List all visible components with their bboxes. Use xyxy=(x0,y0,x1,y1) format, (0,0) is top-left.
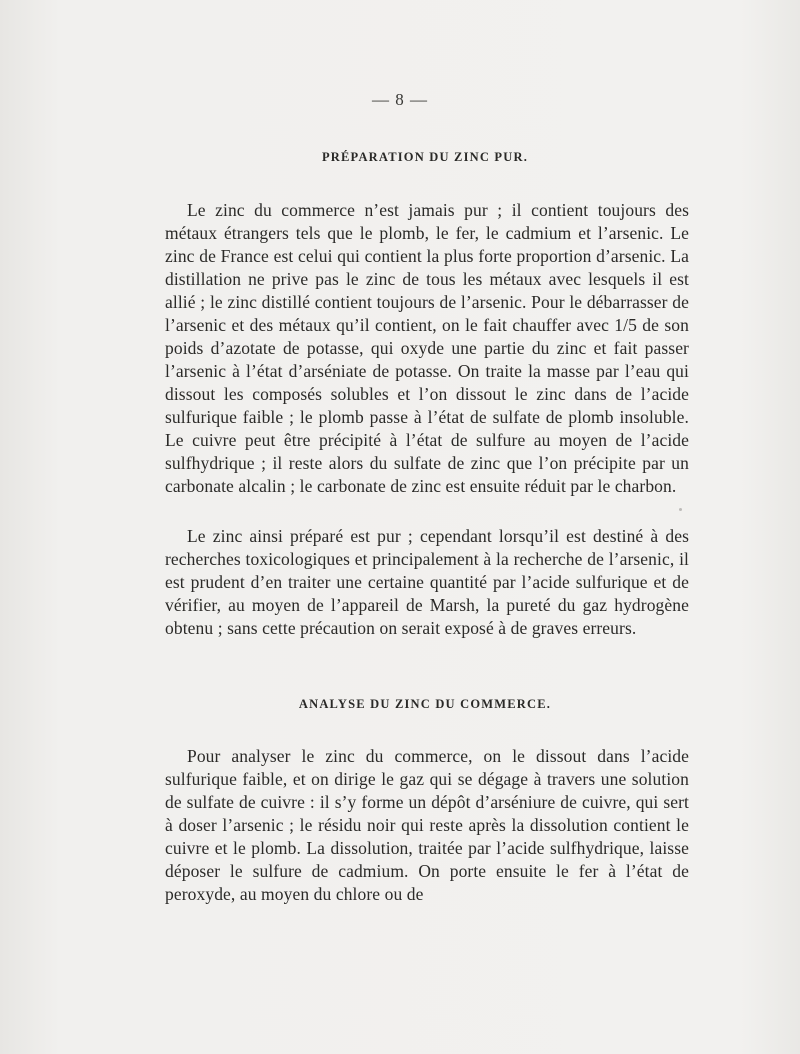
page-number: — 8 — xyxy=(372,90,428,109)
section-title-analyse: ANALYSE DU ZINC DU COMMERCE. xyxy=(298,697,552,711)
paragraph-preparation: Le zinc du commerce n’est jamais pur ; il contient toujours des métaux étrangers tels que le plomb, le fer, le cadmium et l’arsenic. Le zinc de France est celui qui contient la plus forte proportion d’arsenic. La distillation ne prive pas le zinc de tous les métaux avec lesquels il est allié ; le zinc distillé contient toujours de l’arsenic. Pour le débarrasser de l’arsenic et des métaux qu’il contient, on le fait chauffer avec 1/5 de son poids d’azotate de potasse, qui oxyde une partie du zinc et fait passer l’arsenic à l’état d’arséniate de potasse. On traite la masse par l’eau qui dissout les composés solubles et l’on dissout le zinc dans de l’acide sulfurique faible ; le plomb passe à l’état de sulfate de plomb insoluble. Le cuivre peut être précipité à l’état de sulfure au moyen de l’acide sulfhydrique ; il reste alors du sulfate de zinc que l’on précipite par un carbonate alcalin ; le carbonate de zinc est ensuite réduit par le charbon. xyxy=(165,200,689,496)
section-title-preparation: PRÉPARATION DU ZINC PUR. xyxy=(321,150,529,164)
paragraph-zinc-pur: Le zinc ainsi préparé est pur ; cependant lorsqu’il est destiné à des recherches toxicologiques et principalement à la recherche de l’arsenic, il est prudent d’en traiter une certaine quantité par l’acide sulfurique et de vérifier, au moyen de l’appareil de Marsh, la pureté du gaz hydrogène obtenu ; sans cette précaution on serait exposé à de graves erreurs. xyxy=(165,526,689,638)
paper-speck xyxy=(679,508,682,511)
paragraph-analyse: Pour analyser le zinc du commerce, on le dissout dans l’acide sulfurique faible, et on dirige le gaz qui se dégage à travers une solution de sulfate de cuivre : il s’y forme un dépôt d’arséniure de cuivre, qui sert à doser l’arsenic ; le résidu noir qui reste après la dissolution contient le cuivre et le plomb. La dissolution, traitée par l’acide sulfhydrique, laisse déposer le sulfure de cadmium. On porte ensuite le fer à l’état de peroxyde, au moyen du chlore ou de xyxy=(165,746,689,904)
